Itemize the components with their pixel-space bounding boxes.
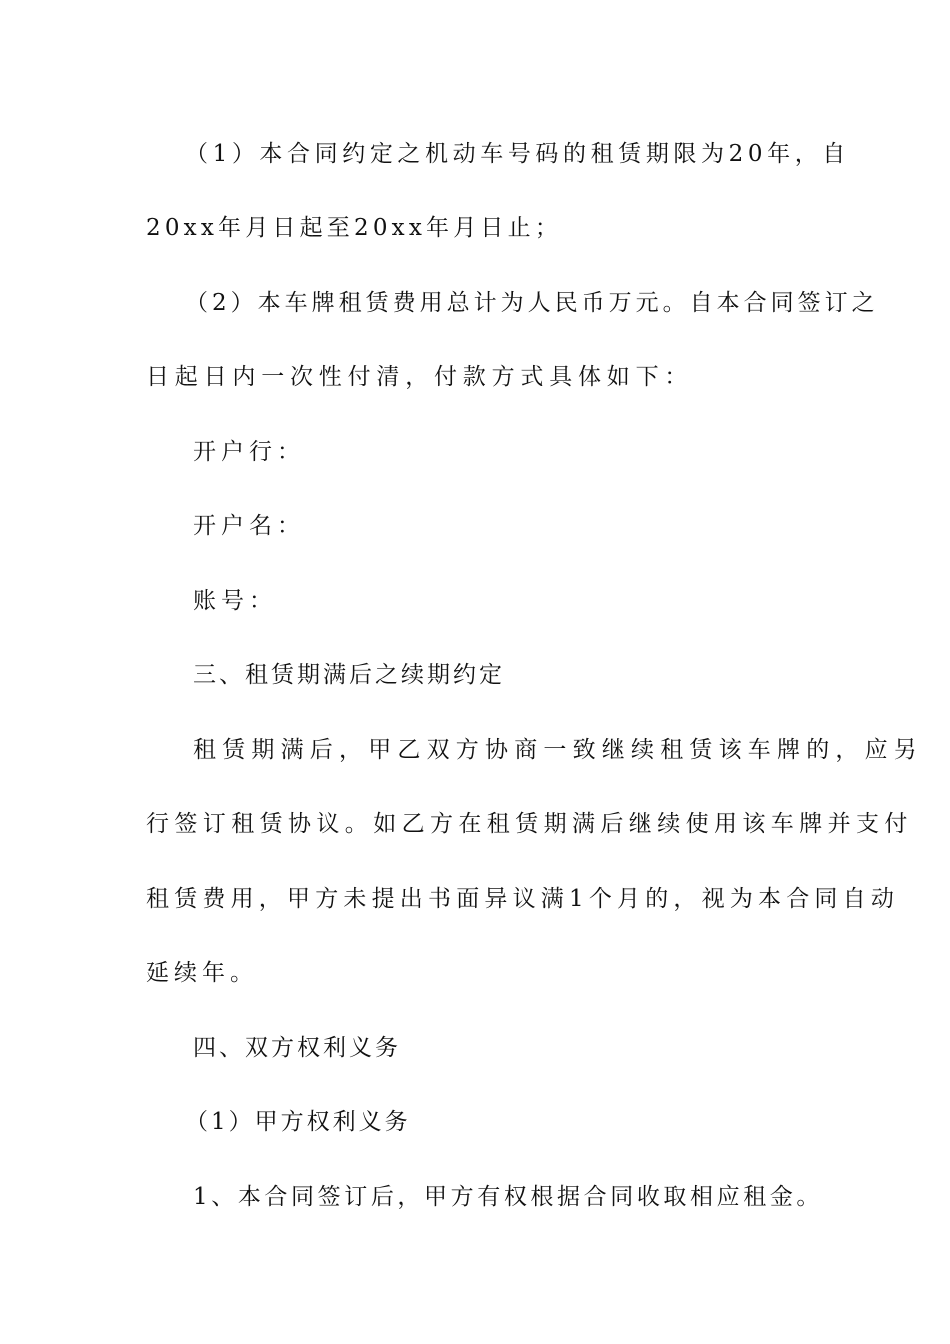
renewal-paragraph-line-2: 行签订租赁协议。如乙方在租赁期满后继续使用该车牌并支付 [146,811,913,837]
fee-clause-line-1: （2）本车牌租赁费用总计为人民币万元。自本合同签订之 [185,290,879,316]
fee-clause-line-2: 日起日内一次性付清，付款方式具体如下： [146,364,694,390]
term-clause-line-2: 20xx年月日起至20xx年月日止； [146,215,563,241]
renewal-paragraph-line-4: 延续年。 [146,960,258,986]
section-heading-rights: 四、双方权利义务 [193,1035,401,1061]
renewal-paragraph-line-3: 租赁费用，甲方未提出书面异议满1个月的，视为本合同自动 [146,886,900,912]
section-heading-renewal: 三、租赁期满后之续期约定 [193,662,505,688]
account-name-label: 开户名： [193,513,305,539]
party-a-rights-item-1: 1、本合同签订后，甲方有权根据合同收取相应租金。 [193,1184,824,1210]
subheading-party-a-rights: （1）甲方权利义务 [185,1109,411,1135]
term-clause-line-1: （1）本合同约定之机动车号码的租赁期限为20年，自 [185,141,850,167]
account-number-label: 账号： [193,588,277,614]
renewal-paragraph-line-1: 租赁期满后，甲乙双方协商一致继续租赁该车牌的，应另 [193,737,923,763]
bank-name-label: 开户行： [193,439,305,465]
